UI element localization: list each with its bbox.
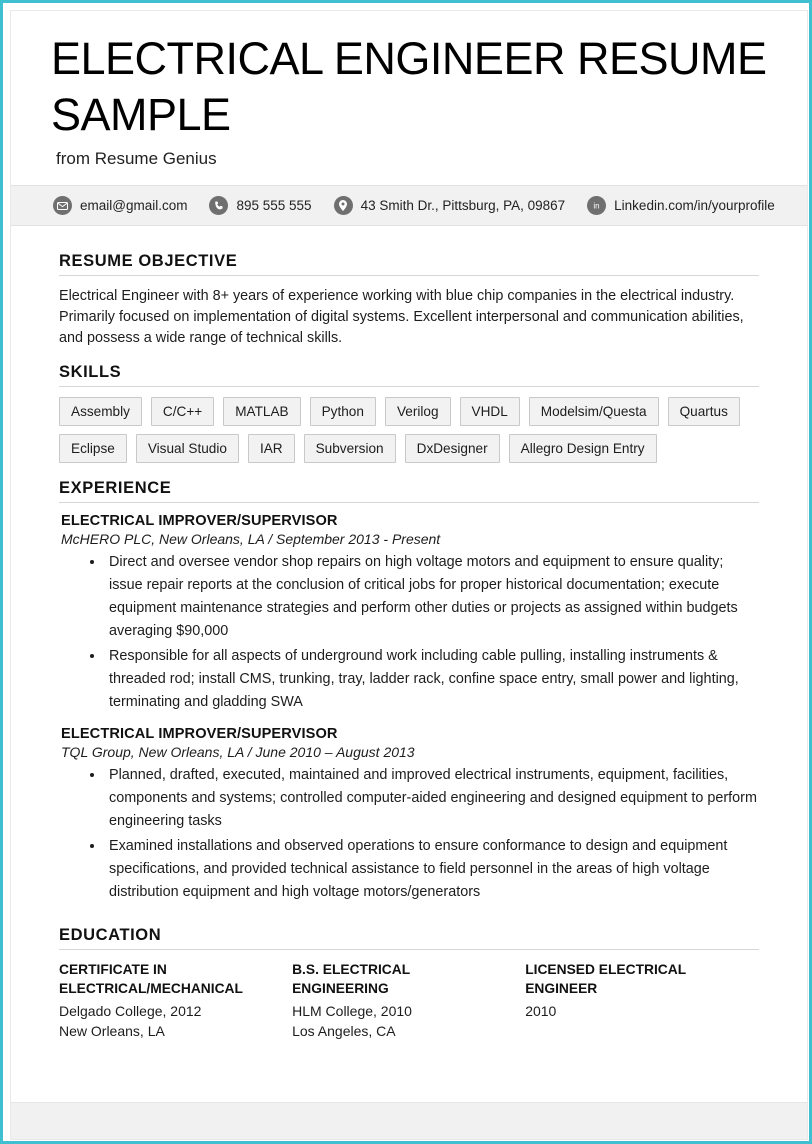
skill-chip: Subversion xyxy=(304,434,396,463)
section-education xyxy=(59,926,759,1041)
phone-icon xyxy=(209,196,228,215)
section-title-experience: EXPERIENCE xyxy=(59,479,172,497)
skill-chip: Allegro Design Entry xyxy=(509,434,657,463)
contact-address xyxy=(334,196,566,215)
location-pin-icon xyxy=(334,196,353,215)
contact-email xyxy=(53,196,187,215)
skills-list xyxy=(59,397,759,463)
section-title-objective: RESUME OBJECTIVE xyxy=(59,252,238,270)
job-title: ELECTRICAL IMPROVER/SUPERVISOR xyxy=(61,726,338,742)
page-title: ELECTRICAL ENGINEER RESUME SAMPLE xyxy=(51,33,767,140)
section-skills xyxy=(59,363,759,463)
resume-header xyxy=(11,11,807,171)
education-degree: CERTIFICATE IN ELECTRICAL/MECHANICAL xyxy=(59,962,243,996)
skill-chip: Verilog xyxy=(385,397,451,426)
contact-email-text: email@gmail.com xyxy=(80,198,188,213)
contact-address-text: 43 Smith Dr., Pittsburg, PA, 09867 xyxy=(360,198,566,213)
experience-entry xyxy=(59,726,759,904)
education-degree: LICENSED ELECTRICAL ENGINEER xyxy=(525,962,686,996)
skill-chip: IAR xyxy=(248,434,295,463)
skill-chip: Modelsim/Questa xyxy=(529,397,659,426)
education-location: New Orleans, LA xyxy=(59,1023,165,1039)
education-school: 2010 xyxy=(525,1003,557,1019)
job-bullets xyxy=(59,764,759,904)
section-divider xyxy=(59,275,759,276)
list-item: • Responsible for all aspects of underground work including cable pulling, installing instruments & threaded rod; install CMS, trunking, tray, ladder rack, confine space entry, small power and lighting, terminating and gladding SWA xyxy=(105,645,759,714)
section-divider xyxy=(59,386,759,387)
education-columns xyxy=(59,960,759,1041)
skill-chip: Visual Studio xyxy=(136,434,239,463)
contact-bar xyxy=(11,185,807,226)
education-entry xyxy=(292,960,525,1041)
skill-chip: Eclipse xyxy=(59,434,127,463)
skill-chip: VHDL xyxy=(460,397,520,426)
section-title-skills: SKILLS xyxy=(59,363,122,381)
job-meta: TQL Group, New Orleans, LA / June 2010 – August 2013 xyxy=(61,744,415,760)
resume-document xyxy=(10,10,808,1140)
experience-entry xyxy=(59,513,759,714)
skill-chip: Python xyxy=(310,397,376,426)
education-degree: B.S. ELECTRICAL ENGINEERING xyxy=(292,962,410,996)
linkedin-icon xyxy=(587,196,606,215)
education-entry xyxy=(525,960,758,1041)
contact-phone xyxy=(209,196,311,215)
section-resume-objective xyxy=(59,252,759,349)
header-subtitle: from Resume Genius xyxy=(56,149,217,168)
footer-strip xyxy=(11,1102,807,1139)
job-title: ELECTRICAL IMPROVER/SUPERVISOR xyxy=(61,513,338,529)
envelope-icon xyxy=(53,196,72,215)
education-school: HLM College, 2010 xyxy=(292,1003,412,1019)
section-title-education: EDUCATION xyxy=(59,926,162,944)
contact-linkedin xyxy=(587,196,775,215)
svg-text:in: in xyxy=(593,201,600,211)
section-divider xyxy=(59,949,759,950)
education-location: Los Angeles, CA xyxy=(292,1023,396,1039)
section-divider xyxy=(59,502,759,503)
contact-phone-text: 895 555 555 xyxy=(236,198,312,213)
list-item: • Planned, drafted, executed, maintained and improved electrical instruments, equipment, facilities, components and systems; controlled computer-aided engineering and designed equipment to perform engineering tasks xyxy=(105,764,759,833)
skill-chip: C/C++ xyxy=(151,397,214,426)
list-item: • Examined installations and observed operations to ensure conformance to design and equipment specifications, and provided technical assistance to field personnel in the areas of high voltage distribution equipment and high voltage motors/generators xyxy=(105,835,759,904)
contact-linkedin-text: Linkedin.com/in/yourprofile xyxy=(614,198,775,213)
education-entry xyxy=(59,960,292,1041)
skills-row xyxy=(59,434,759,463)
education-school: Delgado College, 2012 xyxy=(59,1003,202,1019)
skill-chip: MATLAB xyxy=(223,397,300,426)
resume-body xyxy=(11,226,807,1041)
skill-chip: DxDesigner xyxy=(405,434,500,463)
job-bullets xyxy=(59,551,759,714)
section-experience xyxy=(59,479,759,904)
list-item: • Direct and oversee vendor shop repairs on high voltage motors and equipment to ensure quality; issue repair reports at the conclusion of critical jobs for proper historical documentation; execute equipment maintenance strategies and perform other duties or projects as assigned within budgets averaging $90,000 xyxy=(105,551,759,643)
skills-row xyxy=(59,397,759,426)
skill-chip: Assembly xyxy=(59,397,142,426)
objective-text: Electrical Engineer with 8+ years of experience working with blue chip companies in the electrical industry. Primarily focused on implementation of digital systems. Excellent interpersonal and communication abilities, and possess a wide range of technical skills. xyxy=(59,288,744,346)
job-meta: McHERO PLC, New Orleans, LA / September 2013 - Present xyxy=(61,531,441,547)
skill-chip: Quartus xyxy=(668,397,740,426)
